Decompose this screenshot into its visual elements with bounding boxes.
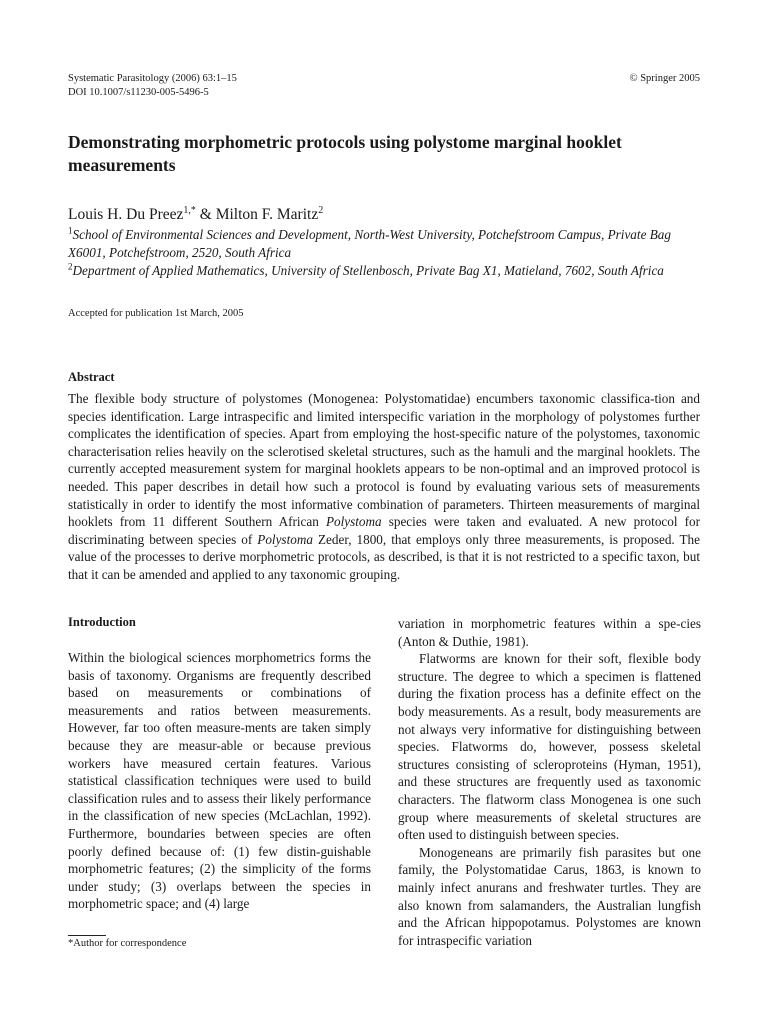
abstract-text-3: Zeder, 1800, that employs only three measurements, is proposed. The value of the processes to derive morphometric protocols, as described, is that it is not restricted to a specific taxon, but that it can be amended and applied to any taxonomic grouping. [68, 531, 701, 582]
right-column [398, 615, 701, 949]
introduction-heading: Introduction [68, 615, 136, 629]
affiliation-1 [68, 226, 700, 262]
abstract-genus-2: Polystoma [257, 531, 313, 547]
author-line [68, 205, 323, 225]
abstract-heading: Abstract [68, 370, 115, 384]
author-2: Milton F. Maritz [215, 206, 319, 223]
affiliation-1-text: School of Environmental Sciences and Development, North-West University, Potchefstroom Campus, Private Bag X6001, Potchefstroom, 2520, South Africa [68, 227, 671, 260]
abstract-body [68, 390, 700, 584]
abstract-text-1: The flexible body structure of polystomes (Monogenea: Polystomatidae) encumbers taxonomic classifica-tion and species identification. Large intraspecific and limited interspecific variation in the morphology of polystomes further complicates the identification of species. Apart from employing the host-specific nature of the polystomes, taxonomic characterisation relies heavily on the sclerotised skeletal structures, such as the hamuli and the marginal hooklets. The currently accepted measurement system for marginal hooklets appears to be non-optimal and an improved protocol is needed. This paper describes in detail how such a protocol is found by evaluating various sets of measurements statistically in order to identify the most informative combination of parameters. Thirteen measurements of marginal hooklets from 11 different Southern African [68, 391, 700, 530]
author-1-marker: 1,* [183, 204, 196, 216]
journal-citation: Systematic Parasitology (2006) 63:1–15 [68, 73, 237, 84]
author-2-marker: 2 [318, 204, 324, 216]
intro-paragraph-continued: variation in morphometric features within a spe-cies (Anton & Duthie, 1981). [398, 616, 701, 649]
author-1: Louis H. Du Preez [68, 206, 184, 223]
affiliation-2-text: Department of Applied Mathematics, University of Stellenbosch, Private Bag X1, Matieland, 7602, South Africa [72, 263, 664, 278]
paper-title: Demonstrating morphometric protocols using polystome marginal hooklet measurements [68, 132, 622, 175]
affiliation-2-marker: 2 [68, 261, 73, 272]
doi: DOI 10.1007/s11230-005-5496-5 [68, 87, 209, 98]
left-column [68, 615, 371, 913]
abstract-genus-1: Polystoma [325, 514, 382, 530]
affiliation-2 [68, 262, 700, 280]
journal-header [68, 72, 237, 100]
intro-paragraph-1: Within the biological sciences morphometrics forms the basis of taxonomy. Organisms are frequently described based on measurements or combinations of measurements and ratios between measurements. However, far too often measure-ments are taken simply because they are measur-able or because previous workers have measured certain features. Various statistical classification techniques were used to build classification rules and to assess their likely performance in the classification of new species (McLachlan, 1992). Furthermore, boundaries between species are often poorly defined because of: (1) few distin-guishable morphometric features; (2) the simplicity of the forms under study; (3) overlaps between the species in morphometric space; and (4) large [68, 650, 371, 912]
footnote-divider [68, 935, 106, 936]
publisher-copyright: © Springer 2005 [629, 73, 700, 84]
author-connector: & [195, 206, 216, 223]
accepted-date: Accepted for publication 1st March, 2005 [68, 308, 244, 319]
affiliation-1-marker: 1 [68, 225, 73, 236]
intro-paragraph-2: Flatworms are known for their soft, flexible body structure. The degree to which a specimen is flattened during the fixation process has a definite effect on the body measurements. As a result, body measurements are not always very informative for distinguishing between species. Flatworms do, however, possess skeletal structures consisting of scleroproteins (Hyman, 1951), and these structures are frequently used as taxonomic characters. The flatworm class Monogenea is one such group where measurements of skeletal structures are often used to distinguish between species. [398, 651, 701, 843]
abstract-text-2: species were taken and evaluated. A new protocol for discriminating between species of [68, 514, 700, 547]
correspondence-footnote: *Author for correspondence [68, 938, 187, 949]
intro-paragraph-3: Monogeneans are primarily fish parasites but one family, the Polystomatidae Carus, 1863, is known to mainly infect anurans and freshwater turtles. They are also known from salamanders, the Australian lungfish and the African hippopotamus. Polystomes are known for intraspecific variation [398, 844, 701, 948]
